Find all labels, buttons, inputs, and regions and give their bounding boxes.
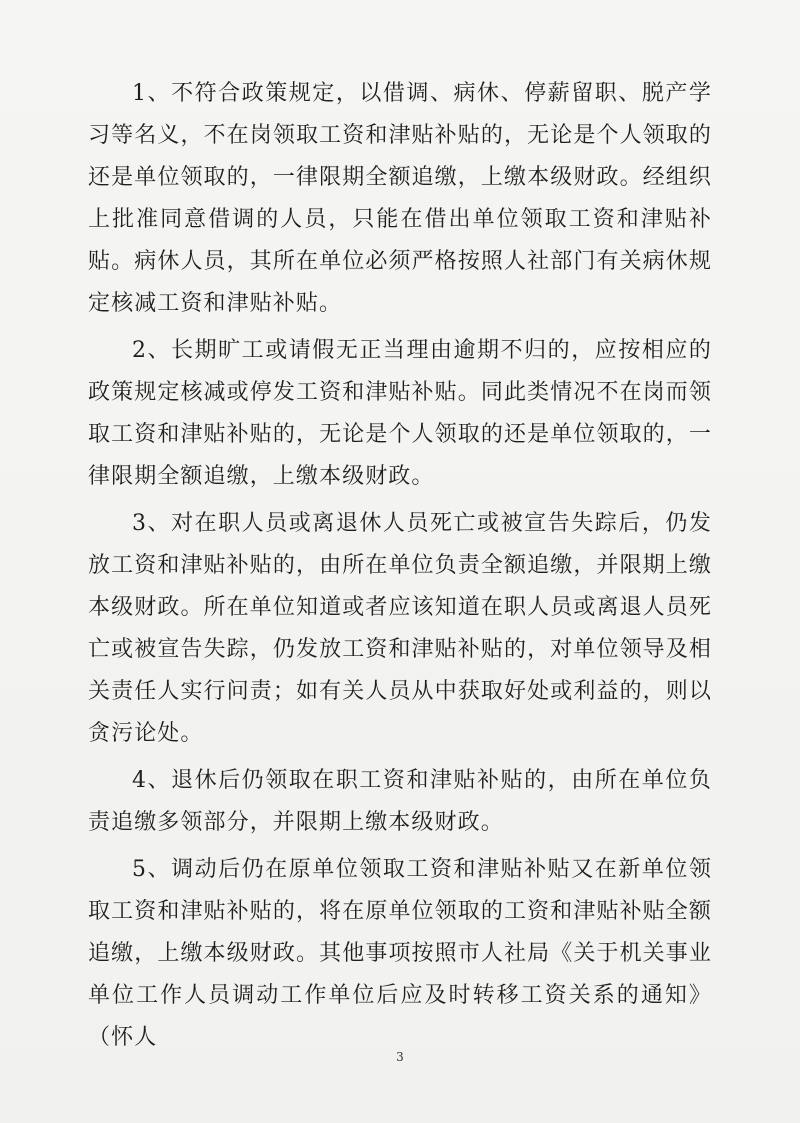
paragraph-2: 2、长期旷工或请假无正当理由逾期不归的，应按相应的政策规定核减或停发工资和津贴补贴。同此类情况不在岗而领取工资和津贴补贴的，无论是个人领取的还是单位领取的，一律限期全额追缴，上缴本级财政。 — [88, 338, 712, 489]
paragraph-3: 3、对在职人员或离退休人员死亡或被宣告失踪后，仍发放工资和津贴补贴的，由所在单位负责全额追缴，并限期上缴本级财政。所在单位知道或者应该知道在职人员或离退人员死亡或被宣告失踪，仍发放工资和津贴补贴的，对单位领导及相关责任人实行问责；如有关人员从中获取好处或利益的，则以贪污论处。 — [88, 511, 712, 746]
paragraph-1: 1、不符合政策规定，以借调、病休、停薪留职、脱产学习等名义，不在岗领取工资和津贴补贴的，无论是个人领取的还是单位领取的，一律限期全额追缴，上缴本级财政。经组织上批准同意借调的人员，只能在借出单位领取工资和津贴补贴。病休人员，其所在单位必须严格按照人社部门有关病休规定核减工资和津贴补贴。 — [88, 81, 712, 316]
paragraph-5: 5、调动后仍在原单位领取工资和津贴补贴又在新单位领取工资和津贴补贴的，将在原单位领取的工资和津贴补贴全额追缴，上缴本级财政。其他事项按照市人社局《关于机关事业单位工作人员调动工作单位后应及时转移工资关系的通知》（怀人 — [88, 857, 712, 1050]
page-number: 3 — [396, 1050, 404, 1064]
paragraph-4: 4、退休后仍领取在职工资和津贴补贴的，由所在单位负责追缴多领部分，并限期上缴本级财政。 — [88, 768, 712, 835]
